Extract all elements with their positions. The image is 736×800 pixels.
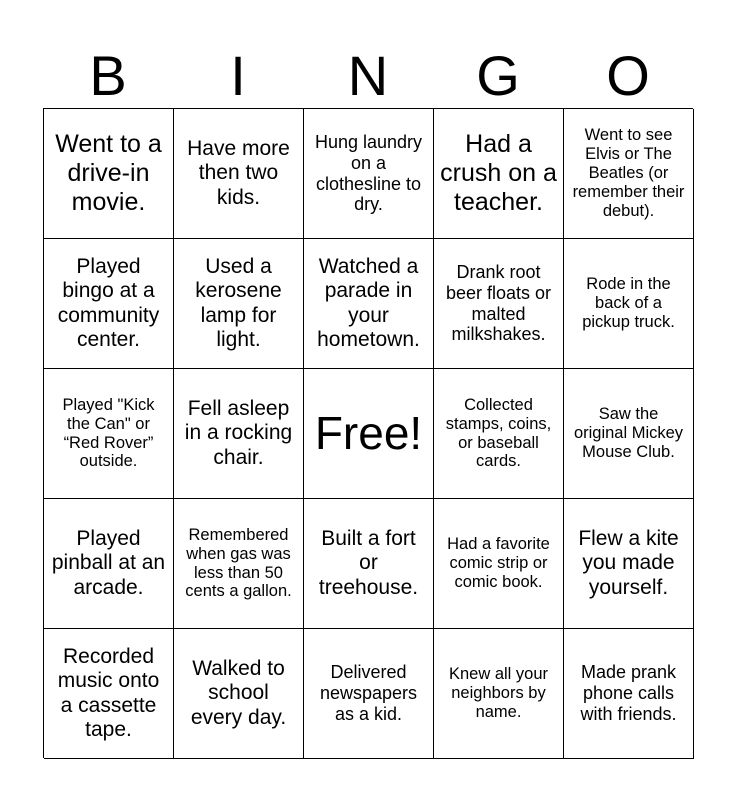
bingo-cell[interactable] bbox=[174, 499, 304, 629]
bingo-cell[interactable] bbox=[304, 109, 434, 239]
free-space-text: Free! bbox=[314, 407, 423, 460]
cell-text: Remembered when gas was less than 50 cents a gallon. bbox=[185, 525, 292, 601]
cell-text: Flew a kite you made yourself. bbox=[578, 527, 679, 599]
bingo-cell[interactable] bbox=[304, 629, 434, 759]
cell-text: Drank root beer floats or malted milkshakes. bbox=[445, 262, 552, 345]
cell-text: Played pinball at an arcade. bbox=[51, 527, 166, 599]
bingo-cell[interactable] bbox=[44, 369, 174, 499]
cell-text: Saw the original Mickey Mouse Club. bbox=[573, 405, 684, 461]
header-letter-n: N bbox=[347, 44, 389, 107]
header-letter-b: B bbox=[89, 44, 127, 107]
header-letter-g: G bbox=[476, 44, 520, 107]
bingo-cell[interactable] bbox=[174, 109, 304, 239]
cell-text: Went to see Elvis or The Beatles (or remember their debut). bbox=[572, 126, 685, 220]
bingo-cell[interactable] bbox=[434, 499, 564, 629]
cell-text: Delivered newspapers as a kid. bbox=[319, 662, 418, 724]
bingo-cell[interactable] bbox=[564, 629, 694, 759]
cell-text: Watched a parade in your hometown. bbox=[317, 255, 420, 351]
bingo-grid bbox=[43, 108, 693, 758]
bingo-cell[interactable] bbox=[304, 499, 434, 629]
bingo-cell[interactable] bbox=[564, 239, 694, 369]
bingo-cell[interactable] bbox=[174, 629, 304, 759]
header-letter-o: O bbox=[606, 44, 650, 107]
header-letter-i: I bbox=[230, 44, 246, 107]
bingo-cell[interactable] bbox=[174, 369, 304, 499]
cell-text: Fell asleep in a rocking chair. bbox=[184, 397, 293, 469]
cell-text: Made prank phone calls with friends. bbox=[580, 662, 677, 724]
bingo-cell[interactable] bbox=[564, 109, 694, 239]
cell-text: Walked to school every day. bbox=[190, 657, 287, 729]
cell-text: Used a kerosene lamp for light. bbox=[195, 255, 282, 351]
cell-text: Knew all your neighbors by name. bbox=[448, 665, 549, 721]
cell-text: Had a favorite comic strip or comic book. bbox=[447, 535, 550, 591]
cell-text: Went to a drive-in movie. bbox=[55, 130, 162, 216]
bingo-cell[interactable] bbox=[44, 109, 174, 239]
cell-text: Had a crush on a teacher. bbox=[440, 130, 557, 216]
cell-text: Recorded music onto a cassette tape. bbox=[57, 645, 160, 741]
bingo-cell[interactable] bbox=[434, 369, 564, 499]
bingo-cell[interactable] bbox=[564, 369, 694, 499]
cell-text: Collected stamps, coins, or baseball cards. bbox=[445, 395, 552, 471]
cell-text: Played bingo at a community center. bbox=[57, 255, 160, 351]
bingo-header bbox=[43, 44, 693, 108]
cell-text: Hung laundry on a clothesline to dry. bbox=[314, 132, 423, 215]
cell-text: Have more then two kids. bbox=[187, 137, 290, 209]
bingo-cell[interactable] bbox=[44, 239, 174, 369]
bingo-cell[interactable] bbox=[44, 499, 174, 629]
bingo-cell[interactable] bbox=[174, 239, 304, 369]
cell-text: Built a fort or treehouse. bbox=[318, 527, 419, 599]
bingo-cell[interactable] bbox=[434, 629, 564, 759]
bingo-cell[interactable] bbox=[304, 239, 434, 369]
bingo-cell[interactable] bbox=[434, 239, 564, 369]
cell-text: Played "Kick the Can" or “Red Rover” outside. bbox=[62, 395, 155, 471]
free-space-cell[interactable] bbox=[304, 369, 434, 499]
bingo-cell[interactable] bbox=[434, 109, 564, 239]
cell-text: Rode in the back of a pickup truck. bbox=[582, 275, 675, 331]
bingo-cell[interactable] bbox=[44, 629, 174, 759]
bingo-cell[interactable] bbox=[564, 499, 694, 629]
